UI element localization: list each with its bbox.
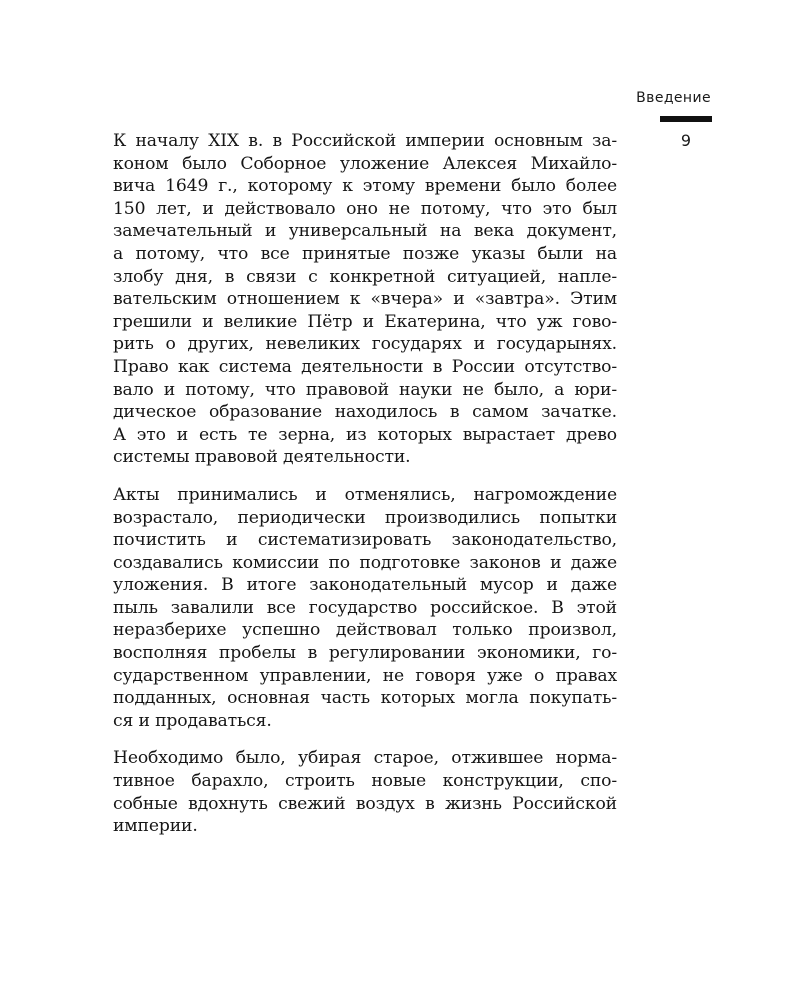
text-line: рить о других, невеликих государях и государынях. — [113, 334, 617, 355]
body-text — [113, 130, 617, 853]
text-line: Необходимо было, убирая старое, отжившее норма- — [113, 748, 617, 769]
text-line: вательским отношением к «вчера» и «завтра». Этим — [113, 289, 617, 310]
paragraph-1 — [113, 130, 617, 469]
text-line: восполняя пробелы в регулировании экономики, го- — [113, 643, 617, 664]
text-line: Право как система деятельности в России отсутство- — [113, 356, 617, 377]
text-line: почистить и систематизировать законодательство, — [113, 530, 617, 551]
text-line: системы правовой деятельности. — [113, 447, 411, 468]
text-line: неразберихе успешно действовал только произвол, — [113, 620, 617, 641]
text-line: грешили и великие Пётр и Екатерина, что уж гово- — [113, 311, 617, 332]
text-line: а потому, что все принятые позже указы были на — [113, 243, 617, 264]
text-line: злобу дня, в связи с конкретной ситуацией, напле- — [113, 266, 617, 287]
text-line: пыль завалили все государство российское. В этой — [113, 597, 617, 618]
text-line: А это и есть те зерна, из которых вырастает древо — [113, 424, 617, 445]
text-line: Акты принимались и отменялись, нагромождение — [113, 484, 617, 505]
text-line: подданных, основная часть которых могла покупать- — [113, 688, 617, 709]
text-line: создавались комиссии по подготовке законов и даже — [113, 552, 617, 573]
header-rule — [660, 116, 712, 122]
text-line: империи. — [113, 816, 198, 837]
text-line: сударственном управлении, не говоря уже о правах — [113, 665, 617, 686]
text-line: вича 1649 г., которому к этому времени было более — [113, 176, 617, 197]
text-line: замечательный и универсальный на века документ, — [113, 221, 617, 242]
text-line: уложения. В итоге законодательный мусор и даже — [113, 575, 617, 596]
text-line: дическое образование находилось в самом зачатке. — [113, 402, 617, 423]
page-number: 9 — [680, 131, 692, 150]
text-line: коном было Соборное уложение Алексея Михайло- — [113, 153, 617, 174]
text-line: К началу XIX в. в Российской империи основным за- — [113, 131, 617, 151]
text-line: собные вдохнуть свежий воздух в жизнь Российской — [113, 793, 617, 814]
text-line: вало и потому, что правовой науки не было, а юри- — [113, 379, 617, 400]
paragraph-3 — [113, 747, 617, 837]
paragraph-2 — [113, 484, 617, 733]
text-line: возрастало, периодически производились попытки — [113, 507, 617, 528]
text-line: 150 лет, и действовало оно не потому, что это был — [113, 198, 617, 219]
running-head-section-title: Введение — [636, 90, 711, 106]
text-line: ся и продаваться. — [113, 710, 272, 731]
text-line: тивное барахло, строить новые конструкции, спо- — [113, 771, 617, 792]
